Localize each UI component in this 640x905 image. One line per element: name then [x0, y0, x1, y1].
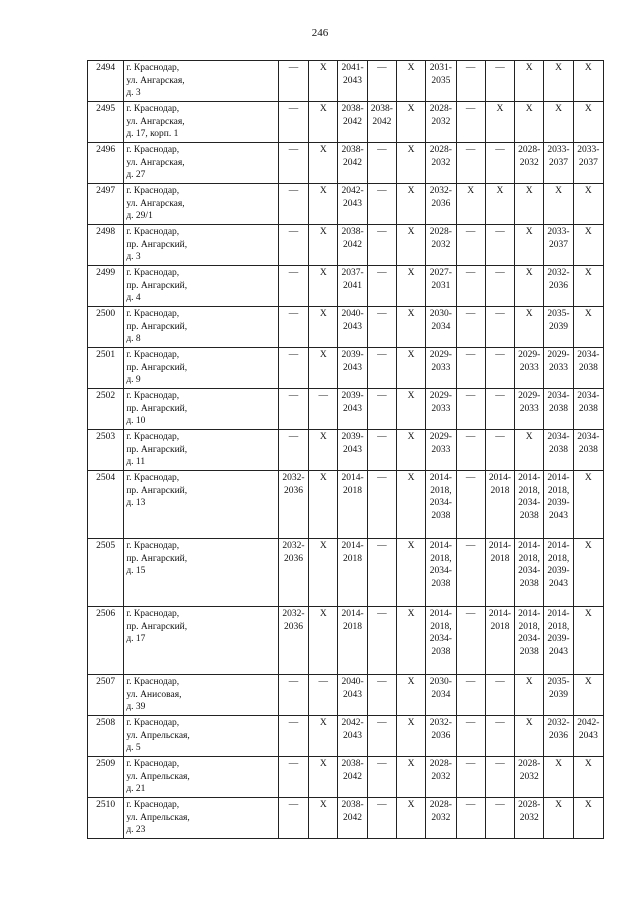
table-row — [88, 102, 604, 143]
table-row — [88, 225, 604, 266]
schedule-cell: 2028- 2032 — [515, 757, 544, 798]
schedule-cell: — — [367, 675, 396, 716]
schedule-cell: X — [573, 471, 603, 539]
schedule-cell: 2040- 2043 — [338, 675, 367, 716]
row-number: 2494 — [88, 61, 124, 102]
schedule-cell: 2014- 2018, 2039- 2043 — [544, 471, 573, 539]
schedule-cell: — — [367, 61, 396, 102]
address-cell: г. Краснодар, пр. Ангарский, д. 13 — [124, 471, 278, 539]
schedule-cell: — — [456, 266, 485, 307]
schedule-cell: — — [456, 798, 485, 839]
schedule-cell: X — [309, 539, 338, 607]
schedule-cell: X — [309, 607, 338, 675]
schedule-cell: 2014- 2018 — [338, 471, 367, 539]
row-number: 2502 — [88, 389, 124, 430]
schedule-cell: X — [309, 266, 338, 307]
schedule-cell: 2028- 2032 — [515, 798, 544, 839]
schedule-cell: — — [278, 389, 308, 430]
table-row — [88, 430, 604, 471]
row-number: 2501 — [88, 348, 124, 389]
row-number: 2495 — [88, 102, 124, 143]
schedule-cell: — — [278, 798, 308, 839]
page-number: 246 — [311, 27, 329, 39]
schedule-cell: 2038- 2042 — [338, 102, 367, 143]
schedule-cell: X — [309, 102, 338, 143]
address-cell: г. Краснодар, ул. Апрельская, д. 5 — [124, 716, 278, 757]
schedule-cell: 2027- 2031 — [426, 266, 456, 307]
address-cell: г. Краснодар, ул. Ангарская, д. 29/1 — [124, 184, 278, 225]
row-number: 2510 — [88, 798, 124, 839]
schedule-cell: X — [309, 225, 338, 266]
schedule-cell: — — [367, 348, 396, 389]
schedule-cell: — — [367, 539, 396, 607]
schedule-cell: — — [456, 61, 485, 102]
table-row — [88, 389, 604, 430]
schedule-cell: 2029- 2033 — [544, 348, 573, 389]
table-row — [88, 266, 604, 307]
address-cell: г. Краснодар, пр. Ангарский, д. 8 — [124, 307, 278, 348]
schedule-cell: — — [485, 266, 514, 307]
schedule-cell: — — [485, 143, 514, 184]
schedule-cell: X — [309, 716, 338, 757]
schedule-cell: — — [367, 471, 396, 539]
schedule-cell: 2038- 2042 — [338, 798, 367, 839]
schedule-cell: 2034- 2038 — [573, 430, 603, 471]
schedule-cell: — — [485, 716, 514, 757]
schedule-cell: X — [309, 143, 338, 184]
schedule-cell: 2032- 2036 — [426, 716, 456, 757]
schedule-cell: — — [456, 143, 485, 184]
schedule-cell: X — [515, 61, 544, 102]
schedule-cell: — — [456, 102, 485, 143]
schedule-cell: X — [573, 266, 603, 307]
schedule-cell: 2014- 2018, 2034- 2038 — [426, 471, 456, 539]
table-row — [88, 716, 604, 757]
schedule-cell: 2014- 2018 — [485, 539, 514, 607]
schedule-cell: — — [456, 430, 485, 471]
schedule-cell: — — [367, 307, 396, 348]
schedule-cell: 2028- 2032 — [426, 757, 456, 798]
table-row — [88, 184, 604, 225]
schedule-cell: 2014- 2018 — [485, 607, 514, 675]
schedule-cell: — — [485, 757, 514, 798]
table-row — [88, 675, 604, 716]
schedule-cell: — — [367, 389, 396, 430]
schedule-cell: X — [544, 757, 573, 798]
schedule-cell: X — [515, 266, 544, 307]
schedule-cell: X — [396, 716, 425, 757]
schedule-cell: X — [396, 225, 425, 266]
schedule-cell: 2031- 2035 — [426, 61, 456, 102]
schedule-cell: 2035- 2039 — [544, 307, 573, 348]
schedule-cell: X — [515, 225, 544, 266]
schedule-cell: 2034- 2038 — [573, 389, 603, 430]
schedule-cell: 2039- 2043 — [338, 348, 367, 389]
schedule-cell: X — [396, 61, 425, 102]
schedule-cell: — — [456, 539, 485, 607]
table-row — [88, 143, 604, 184]
schedule-cell: X — [573, 539, 603, 607]
address-cell: г. Краснодар, пр. Ангарский, д. 3 — [124, 225, 278, 266]
schedule-cell: X — [309, 471, 338, 539]
schedule-cell: 2034- 2038 — [573, 348, 603, 389]
schedule-cell: X — [396, 184, 425, 225]
schedule-cell: — — [456, 757, 485, 798]
schedule-cell: X — [396, 389, 425, 430]
schedule-cell: — — [278, 143, 308, 184]
schedule-cell: — — [367, 430, 396, 471]
schedule-cell: — — [309, 389, 338, 430]
schedule-cell: X — [396, 348, 425, 389]
schedule-cell: 2032- 2036 — [278, 607, 308, 675]
schedule-cell: X — [515, 184, 544, 225]
table-row — [88, 471, 604, 539]
schedule-cell: — — [456, 675, 485, 716]
schedule-cell: 2028- 2032 — [426, 798, 456, 839]
schedule-cell: — — [456, 389, 485, 430]
schedule-cell: X — [515, 430, 544, 471]
schedule-cell: 2038- 2042 — [338, 143, 367, 184]
schedule-cell: 2038- 2042 — [338, 225, 367, 266]
schedule-cell: 2028- 2032 — [515, 143, 544, 184]
schedule-cell: X — [544, 798, 573, 839]
schedule-cell: — — [367, 143, 396, 184]
schedule-cell: X — [544, 102, 573, 143]
row-number: 2500 — [88, 307, 124, 348]
schedule-cell: — — [367, 184, 396, 225]
registry-body — [88, 61, 604, 839]
schedule-cell: 2039- 2043 — [338, 430, 367, 471]
table-row — [88, 539, 604, 607]
schedule-cell: 2038- 2042 — [338, 757, 367, 798]
schedule-cell: — — [485, 307, 514, 348]
schedule-cell: X — [573, 798, 603, 839]
schedule-cell: 2014- 2018 — [485, 471, 514, 539]
schedule-cell: X — [396, 266, 425, 307]
row-number: 2508 — [88, 716, 124, 757]
table-row — [88, 61, 604, 102]
schedule-cell: — — [456, 225, 485, 266]
schedule-cell: X — [485, 102, 514, 143]
schedule-cell: 2033- 2037 — [544, 143, 573, 184]
schedule-cell: X — [396, 798, 425, 839]
schedule-cell: X — [515, 307, 544, 348]
schedule-cell: — — [456, 716, 485, 757]
address-cell: г. Краснодар, пр. Ангарский, д. 17 — [124, 607, 278, 675]
schedule-cell: X — [544, 61, 573, 102]
schedule-cell: 2042- 2043 — [338, 184, 367, 225]
address-cell: г. Краснодар, ул. Апрельская, д. 21 — [124, 757, 278, 798]
schedule-cell: — — [367, 798, 396, 839]
schedule-cell: — — [278, 102, 308, 143]
row-number: 2499 — [88, 266, 124, 307]
schedule-cell: X — [309, 348, 338, 389]
schedule-cell: X — [309, 184, 338, 225]
schedule-cell: 2014- 2018 — [338, 539, 367, 607]
table-row — [88, 757, 604, 798]
schedule-cell: X — [396, 539, 425, 607]
schedule-cell: — — [278, 716, 308, 757]
schedule-cell: — — [278, 225, 308, 266]
schedule-cell: 2014- 2018, 2034- 2038 — [515, 539, 544, 607]
schedule-cell: X — [456, 184, 485, 225]
address-cell: г. Краснодар, ул. Ангарская, д. 27 — [124, 143, 278, 184]
schedule-cell: X — [396, 675, 425, 716]
schedule-cell: X — [573, 307, 603, 348]
schedule-cell: — — [485, 389, 514, 430]
schedule-cell: X — [396, 757, 425, 798]
schedule-cell: — — [367, 266, 396, 307]
schedule-cell: — — [367, 607, 396, 675]
schedule-cell: X — [309, 757, 338, 798]
schedule-cell: 2032- 2036 — [278, 539, 308, 607]
table-row — [88, 607, 604, 675]
row-number: 2498 — [88, 225, 124, 266]
schedule-cell: X — [396, 307, 425, 348]
schedule-cell: 2038- 2042 — [367, 102, 396, 143]
schedule-cell: 2014- 2018, 2039- 2043 — [544, 539, 573, 607]
address-cell: г. Краснодар, ул. Ангарская, д. 3 — [124, 61, 278, 102]
row-number: 2507 — [88, 675, 124, 716]
schedule-cell: — — [278, 757, 308, 798]
schedule-cell: 2029- 2033 — [426, 389, 456, 430]
schedule-cell: X — [309, 61, 338, 102]
schedule-cell: — — [367, 225, 396, 266]
address-cell: г. Краснодар, пр. Ангарский, д. 10 — [124, 389, 278, 430]
address-cell: г. Краснодар, пр. Ангарский, д. 4 — [124, 266, 278, 307]
schedule-cell: — — [456, 607, 485, 675]
schedule-cell: X — [396, 430, 425, 471]
table-row — [88, 348, 604, 389]
row-number: 2496 — [88, 143, 124, 184]
schedule-cell: — — [278, 266, 308, 307]
schedule-cell: — — [367, 757, 396, 798]
schedule-cell: X — [396, 471, 425, 539]
schedule-cell: 2030- 2034 — [426, 307, 456, 348]
schedule-cell: 2028- 2032 — [426, 225, 456, 266]
schedule-cell: 2032- 2036 — [544, 716, 573, 757]
schedule-cell: — — [485, 348, 514, 389]
schedule-cell: 2029- 2033 — [426, 430, 456, 471]
schedule-cell: X — [573, 102, 603, 143]
schedule-cell: — — [485, 225, 514, 266]
schedule-cell: 2033- 2037 — [544, 225, 573, 266]
schedule-cell: — — [456, 307, 485, 348]
schedule-cell: — — [278, 675, 308, 716]
schedule-cell: 2029- 2033 — [426, 348, 456, 389]
schedule-cell: 2028- 2032 — [426, 143, 456, 184]
schedule-cell: 2032- 2036 — [278, 471, 308, 539]
row-number: 2505 — [88, 539, 124, 607]
schedule-cell: X — [573, 184, 603, 225]
schedule-cell: X — [515, 675, 544, 716]
schedule-cell: 2014- 2018 — [338, 607, 367, 675]
row-number: 2497 — [88, 184, 124, 225]
schedule-cell: 2040- 2043 — [338, 307, 367, 348]
schedule-cell: 2014- 2018, 2039- 2043 — [544, 607, 573, 675]
schedule-cell: X — [396, 143, 425, 184]
schedule-cell: 2014- 2018, 2034- 2038 — [515, 471, 544, 539]
schedule-cell: X — [544, 184, 573, 225]
schedule-cell: X — [515, 716, 544, 757]
schedule-cell: — — [485, 798, 514, 839]
schedule-cell: X — [309, 430, 338, 471]
schedule-cell: 2029- 2033 — [515, 389, 544, 430]
address-cell: г. Краснодар, пр. Ангарский, д. 15 — [124, 539, 278, 607]
row-number: 2506 — [88, 607, 124, 675]
schedule-cell: — — [485, 675, 514, 716]
schedule-cell: 2039- 2043 — [338, 389, 367, 430]
address-cell: г. Краснодар, ул. Ангарская, д. 17, корп. 1 — [124, 102, 278, 143]
schedule-cell: 2032- 2036 — [544, 266, 573, 307]
schedule-cell: X — [396, 607, 425, 675]
schedule-cell: 2041- 2043 — [338, 61, 367, 102]
schedule-cell: 2034- 2038 — [544, 389, 573, 430]
schedule-cell: — — [485, 61, 514, 102]
schedule-cell: X — [573, 675, 603, 716]
schedule-cell: — — [278, 307, 308, 348]
schedule-cell: — — [278, 430, 308, 471]
schedule-cell: 2014- 2018, 2034- 2038 — [515, 607, 544, 675]
schedule-cell: 2030- 2034 — [426, 675, 456, 716]
row-number: 2509 — [88, 757, 124, 798]
table-row — [88, 307, 604, 348]
schedule-cell: — — [278, 184, 308, 225]
schedule-cell: X — [573, 225, 603, 266]
address-cell: г. Краснодар, пр. Ангарский, д. 9 — [124, 348, 278, 389]
schedule-cell: — — [278, 348, 308, 389]
schedule-cell: 2028- 2032 — [426, 102, 456, 143]
schedule-cell: — — [456, 471, 485, 539]
schedule-cell: 2033- 2037 — [573, 143, 603, 184]
registry-table — [87, 60, 604, 839]
schedule-cell: 2034- 2038 — [544, 430, 573, 471]
schedule-cell: X — [485, 184, 514, 225]
schedule-cell: 2035- 2039 — [544, 675, 573, 716]
schedule-cell: X — [396, 102, 425, 143]
schedule-cell: 2042- 2043 — [573, 716, 603, 757]
schedule-cell: X — [573, 757, 603, 798]
schedule-cell: — — [278, 61, 308, 102]
schedule-cell: X — [515, 102, 544, 143]
schedule-cell: — — [309, 675, 338, 716]
schedule-cell: 2014- 2018, 2034- 2038 — [426, 539, 456, 607]
schedule-cell: — — [485, 430, 514, 471]
schedule-cell: — — [456, 348, 485, 389]
address-cell: г. Краснодар, ул. Анисовая, д. 39 — [124, 675, 278, 716]
address-cell: г. Краснодар, ул. Апрельская, д. 23 — [124, 798, 278, 839]
address-cell: г. Краснодар, пр. Ангарский, д. 11 — [124, 430, 278, 471]
schedule-cell: X — [573, 607, 603, 675]
schedule-cell: 2032- 2036 — [426, 184, 456, 225]
schedule-cell: 2042- 2043 — [338, 716, 367, 757]
table-row — [88, 798, 604, 839]
schedule-cell: 2014- 2018, 2034- 2038 — [426, 607, 456, 675]
schedule-cell: X — [309, 798, 338, 839]
schedule-cell: X — [309, 307, 338, 348]
schedule-cell: — — [367, 716, 396, 757]
schedule-cell: 2029- 2033 — [515, 348, 544, 389]
row-number: 2503 — [88, 430, 124, 471]
row-number: 2504 — [88, 471, 124, 539]
schedule-cell: X — [573, 61, 603, 102]
schedule-cell: 2037- 2041 — [338, 266, 367, 307]
